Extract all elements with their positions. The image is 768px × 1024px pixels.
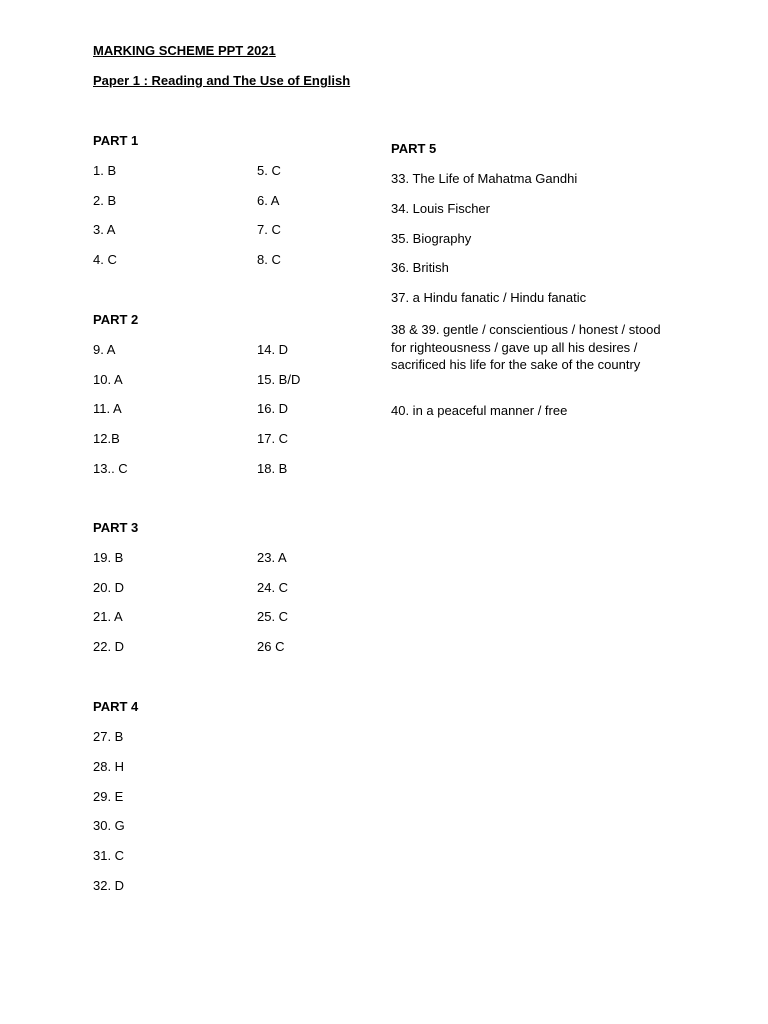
answer-item: 30. G — [93, 818, 125, 833]
answer-item-long: 38 & 39. gentle / conscientious / honest / stood for righteousness / gave up all his desires / sacrificed his life for the sake of the country — [391, 322, 661, 372]
answer-item: 4. C — [93, 252, 117, 267]
answer-item: 36. British — [391, 260, 449, 275]
answer-item: 21. A — [93, 609, 123, 624]
answer-item: 31. C — [93, 848, 125, 863]
answer-item: 35. Biography — [391, 231, 472, 246]
answer-item: 12.B — [93, 431, 120, 446]
part2-heading: PART 2 — [93, 312, 139, 327]
answer-item: 25. C — [257, 609, 289, 624]
document-title: MARKING SCHEME PPT 2021 — [93, 43, 276, 58]
answer-item: 5. C — [257, 163, 281, 178]
part5-heading: PART 5 — [391, 141, 437, 156]
answer-item: 34. Louis Fischer — [391, 201, 490, 216]
paper-subtitle: Paper 1 : Reading and The Use of English — [93, 73, 351, 88]
answer-item: 29. E — [93, 789, 124, 804]
answer-item: 40. in a peaceful manner / free — [391, 403, 568, 418]
answer-item: 19. B — [93, 550, 124, 565]
answer-item: 26 C — [257, 639, 285, 654]
answer-item: 37. a Hindu fanatic / Hindu fanatic — [391, 290, 587, 305]
part1-heading: PART 1 — [93, 133, 139, 148]
answer-item: 6. A — [257, 193, 280, 208]
answer-item: 14. D — [257, 342, 289, 357]
answer-item: 17. C — [257, 431, 289, 446]
answer-item: 24. C — [257, 580, 289, 595]
answer-item: 7. C — [257, 222, 281, 237]
answer-item: 11. A — [93, 401, 122, 416]
answer-item: 2. B — [93, 193, 117, 208]
answer-item: 22. D — [93, 639, 125, 654]
answer-item: 20. D — [93, 580, 125, 595]
answer-item: 16. D — [257, 401, 289, 416]
answer-item: 23. A — [257, 550, 287, 565]
answer-item: 27. B — [93, 729, 124, 744]
part4-heading: PART 4 — [93, 699, 139, 714]
answer-item: 10. A — [93, 372, 123, 387]
answer-item: 32. D — [93, 878, 125, 893]
part3-heading: PART 3 — [93, 520, 139, 535]
answer-item: 13.. C — [93, 461, 128, 476]
answer-item: 1. B — [93, 163, 117, 178]
answer-item: 18. B — [257, 461, 288, 476]
answer-item: 28. H — [93, 759, 125, 774]
answer-item: 15. B/D — [257, 372, 301, 387]
answer-item: 33. The Life of Mahatma Gandhi — [391, 171, 578, 186]
answer-item: 3. A — [93, 222, 116, 237]
answer-item: 8. C — [257, 252, 281, 267]
answer-item: 9. A — [93, 342, 116, 357]
